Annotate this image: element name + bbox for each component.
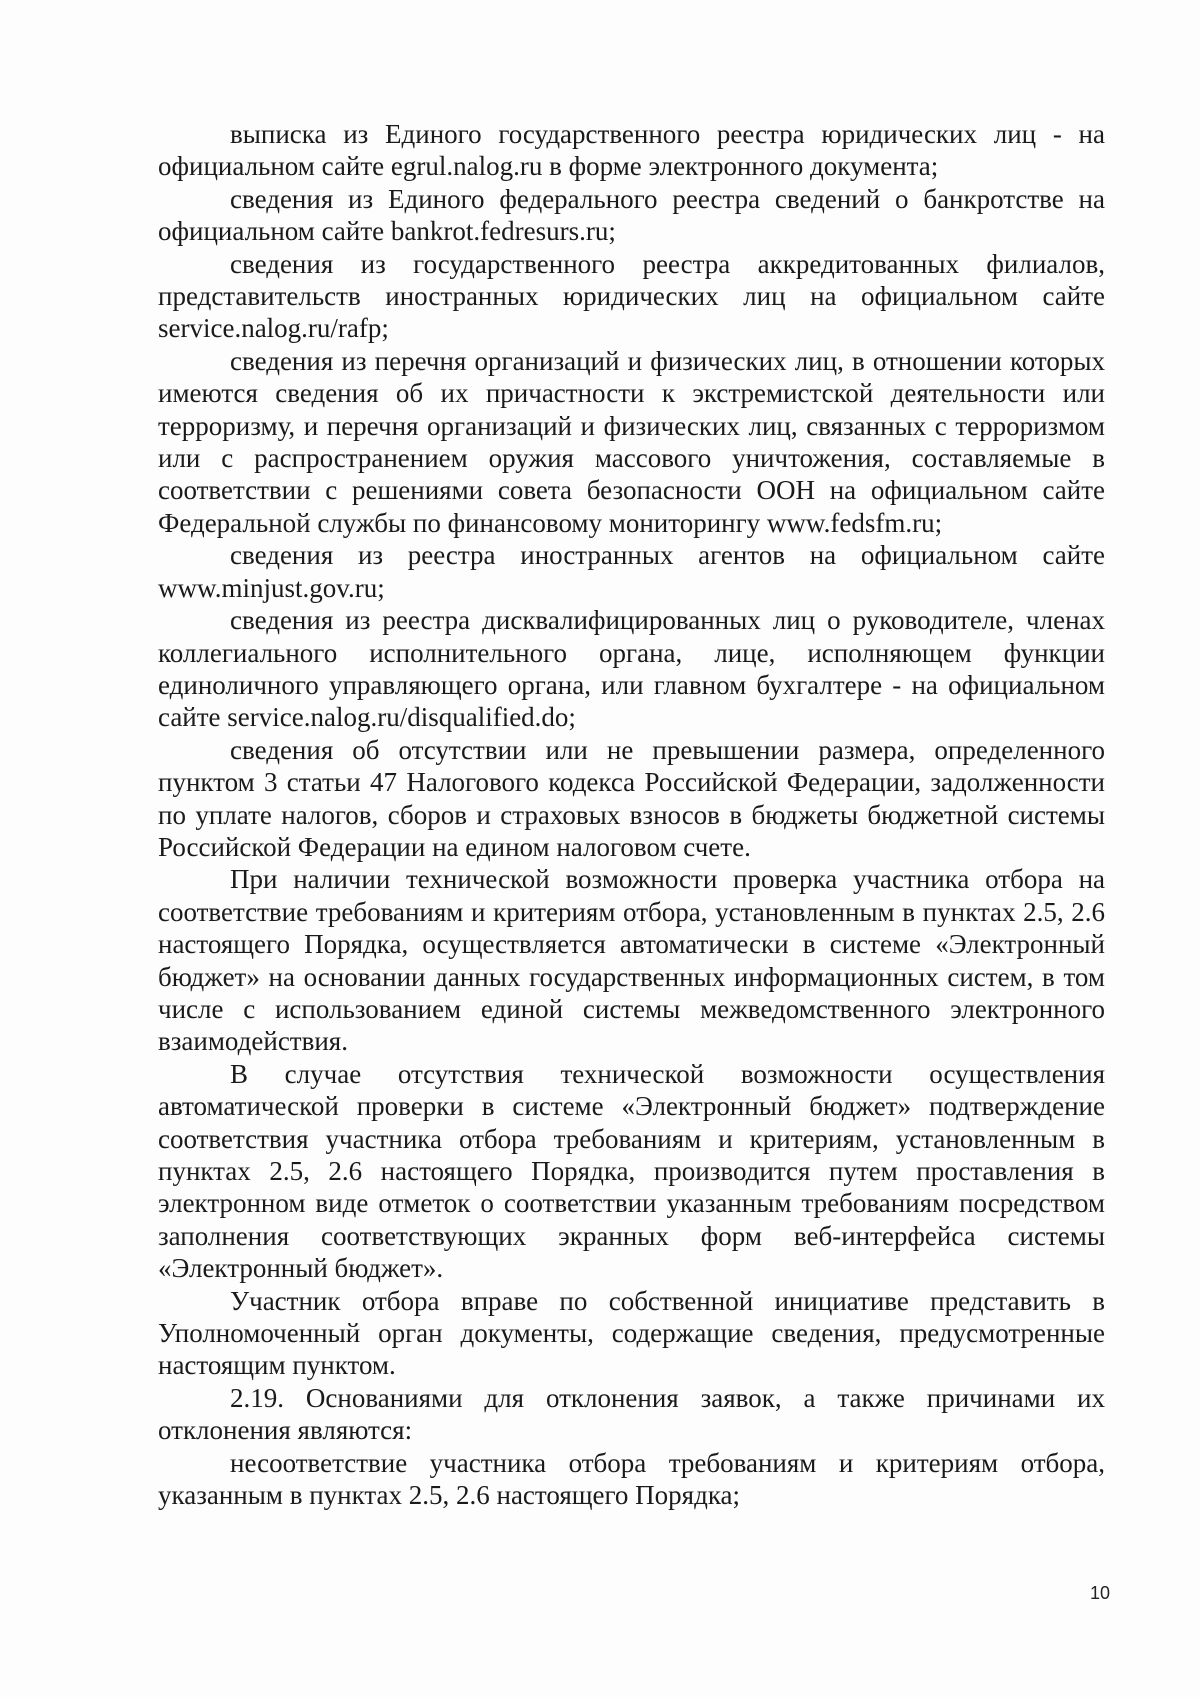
paragraph-manual-check: В случае отсутствия технической возможности осуществления автоматической проверки в системе «Электронный бюджет» подтверждение соответствия участника отбора требованиям и критериям, установленным в пунктах 2.5, 2.6 настоящего Порядка, производится путем проставления в электронном виде отметок о соответствии указанным требованиям посредством заполнения соответствующих экранных форм веб-интерфейса системы «Электронный бюджет». bbox=[158, 1058, 1105, 1284]
paragraph-noncompliance: несоответствие участника отбора требованиям и критериям отбора, указанным в пунктах 2.5, 2.6 настоящего Порядка; bbox=[158, 1447, 1105, 1511]
paragraph-extremism-list: сведения из перечня организаций и физических лиц, в отношении которых имеются сведения об их причастности к экстремистской деятельности или терроризму, и перечня организаций и физических лиц, связанных с терроризмом или с распространением оружия массового уничтожения, составляемые в соответствии с решениями совета безопасности ООН на официальном сайте Федеральной службы по финансовому мониторингу www.fedsfm.ru; bbox=[158, 345, 1105, 538]
paragraph-bankruptcy-registry: сведения из Единого федерального реестра сведений о банкротстве на официальном сайте bankrot.fedresurs.ru; bbox=[158, 183, 1105, 247]
paragraph-own-initiative: Участник отбора вправе по собственной инициативе представить в Уполномоченный орган документы, содержащие сведения, предусмотренные настоящим пунктом. bbox=[158, 1285, 1105, 1381]
paragraph-accredited-branches: сведения из государственного реестра аккредитованных филиалов, представительств иностранных юридических лиц на официальном сайте service.nalog.ru/rafp; bbox=[158, 248, 1105, 344]
page-number: 10 bbox=[1089, 1583, 1110, 1603]
paragraph-egrul-extract: выписка из Единого государственного реестра юридических лиц - на официальном сайте egrul.nalog.ru в форме электронного документа; bbox=[158, 119, 1105, 182]
paragraph-disqualified-persons: сведения из реестра дисквалифицированных лиц о руководителе, членах коллегиального исполнительного органа, лице, исполняющем функции единоличного управляющего органа, или главном бухгалтере - на официальном сайте service.nalog.ru/disqualified.do; bbox=[158, 605, 1105, 733]
document-body bbox=[158, 118, 1105, 1511]
paragraph-tax-debt: сведения об отсутствии или не превышении размера, определенного пунктом 3 статьи 47 Налогового кодекса Российской Федерации, задолженности по уплате налогов, сборов и страховых взносов в бюджеты бюджетной системы Российской Федерации на едином налоговом счете. bbox=[158, 734, 1105, 862]
paragraph-rejection-grounds: 2.19. Основаниями для отклонения заявок, а также причинами их отклонения являются: bbox=[158, 1382, 1105, 1446]
paragraph-automatic-check: При наличии технической возможности проверка участника отбора на соответствие требованиям и критериям отбора, установленным в пунктах 2.5, 2.6 настоящего Порядка, осуществляется автоматически в системе «Электронный бюджет» на основании данных государственных информационных систем, в том числе с использованием единой системы межведомственного электронного взаимодействия. bbox=[158, 864, 1105, 1057]
paragraph-foreign-agents: сведения из реестра иностранных агентов на официальном сайте www.minjust.gov.ru; bbox=[158, 540, 1105, 603]
